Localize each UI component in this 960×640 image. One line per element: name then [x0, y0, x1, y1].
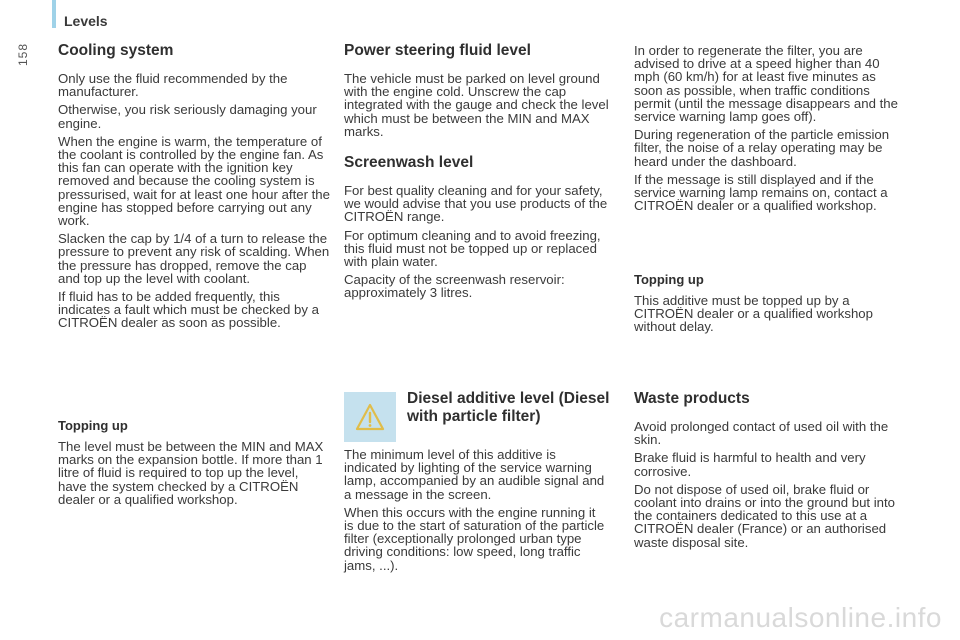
waste-products-title: Waste products — [634, 390, 750, 407]
cooling-topping-up-text: The level must be between the MIN and MAX marks on the expansion bottle. If more than 1 litre of fluid is required to top up the level, have the system checked by a CITROËN dealer or a qualified workshop. — [58, 439, 324, 507]
cooling-paragraph: If fluid has to be added frequently, this indicates a fault which must be checked by a CITROËN dealer as soon as possible. — [58, 289, 319, 331]
cooling-paragraph: Otherwise, you risk seriously damaging your engine. — [58, 102, 317, 131]
watermark: carmanualsonline.info — [659, 602, 942, 633]
screenwash-title: Screenwash level — [344, 154, 474, 171]
diesel-additive-title: Diesel additive level (Diesel with particle filter) — [407, 390, 610, 425]
screenwash-section — [344, 154, 614, 305]
power-steering-section — [344, 42, 620, 143]
waste-products-section — [634, 390, 908, 554]
cooling-paragraph: Slacken the cap by 1/4 of a turn to release the pressure to prevent any risk of scalding. When the pressure has dropped, remove the cap and top up the level with coolant. — [58, 231, 330, 286]
waste-paragraph: Avoid prolonged contact of used oil with the skin. — [634, 419, 889, 448]
additive-topping-up-title: Topping up — [634, 272, 704, 287]
regeneration-paragraph: During regeneration of the particle emission filter, the noise of a relay operating may be heard under the dashboard. — [634, 127, 890, 169]
waste-paragraph: Brake fluid is harmful to health and very corrosive. — [634, 450, 866, 479]
additive-topping-up-section — [634, 272, 906, 339]
power-steering-text: The vehicle must be parked on level ground with the engine cold. Unscrew the cap integrated with the gauge and check the level which must be between the MIN and MAX marks. — [344, 71, 609, 139]
regeneration-paragraph: If the message is still displayed and if the service warning lamp remains on, contact a CITROËN dealer or a qualified workshop. — [634, 171, 888, 214]
screenwash-paragraph: For best quality cleaning and for your safety, we would advise that you use products of the CITROËN range. — [344, 183, 608, 225]
cooling-topping-up-section — [58, 418, 330, 511]
cooling-paragraph: Only use the fluid recommended by the manufacturer. — [58, 71, 288, 100]
diesel-additive-title-wrap — [407, 390, 617, 438]
diesel-additive-paragraph: When this occurs with the engine running it is due to the start of saturation of the particle filter (exceptionally prolonged urban type driving conditions: low speed, long traffic jams, ...). — [344, 504, 605, 573]
screenwash-paragraph: For optimum cleaning and to avoid freezing, this fluid must not be topped up or replaced with plain water. — [344, 227, 601, 270]
diesel-additive-paragraph: The minimum level of this additive is indicated by lighting of the service warning lamp, accompanied by an audible signal and a message in the screen. — [344, 447, 605, 502]
diesel-additive-section — [344, 448, 606, 577]
section-label: Levels — [64, 13, 108, 29]
waste-paragraph: Do not dispose of used oil, brake fluid or coolant into drains or into the ground but into the containers dedicated to this use at a CITROËN dealer (France) or an authorised waste disposal site. — [634, 481, 895, 550]
additive-topping-up-text: This additive must be topped up by a CITROËN dealer or a qualified workshop without delay. — [634, 293, 873, 335]
regeneration-paragraph: In order to regenerate the filter, you are advised to drive at a speed higher than 40 mph (60 km/h) for at least five minutes as soon as possible, when traffic conditions permit (until the message disappears and the service warning lamp goes off). — [634, 43, 898, 125]
cooling-topping-up-title: Topping up — [58, 418, 128, 433]
screenwash-paragraph: Capacity of the screenwash reservoir: approximately 3 litres. — [344, 272, 565, 301]
cooling-system-section — [58, 42, 330, 335]
page-number: 158 — [16, 42, 30, 66]
diesel-warning-box — [344, 392, 396, 442]
warning-triangle-icon — [355, 402, 385, 432]
section-accent-bar — [52, 0, 56, 28]
cooling-paragraph: When the engine is warm, the temperature of the coolant is controlled by the engine fan. As this fan can operate with the ignition key removed and because the cooling system is pressurised, wait for at least one hour after the engine has stopped before carrying out any work. — [58, 133, 330, 229]
power-steering-title: Power steering fluid level — [344, 42, 531, 59]
regeneration-section — [634, 44, 906, 217]
cooling-system-title: Cooling system — [58, 42, 174, 59]
